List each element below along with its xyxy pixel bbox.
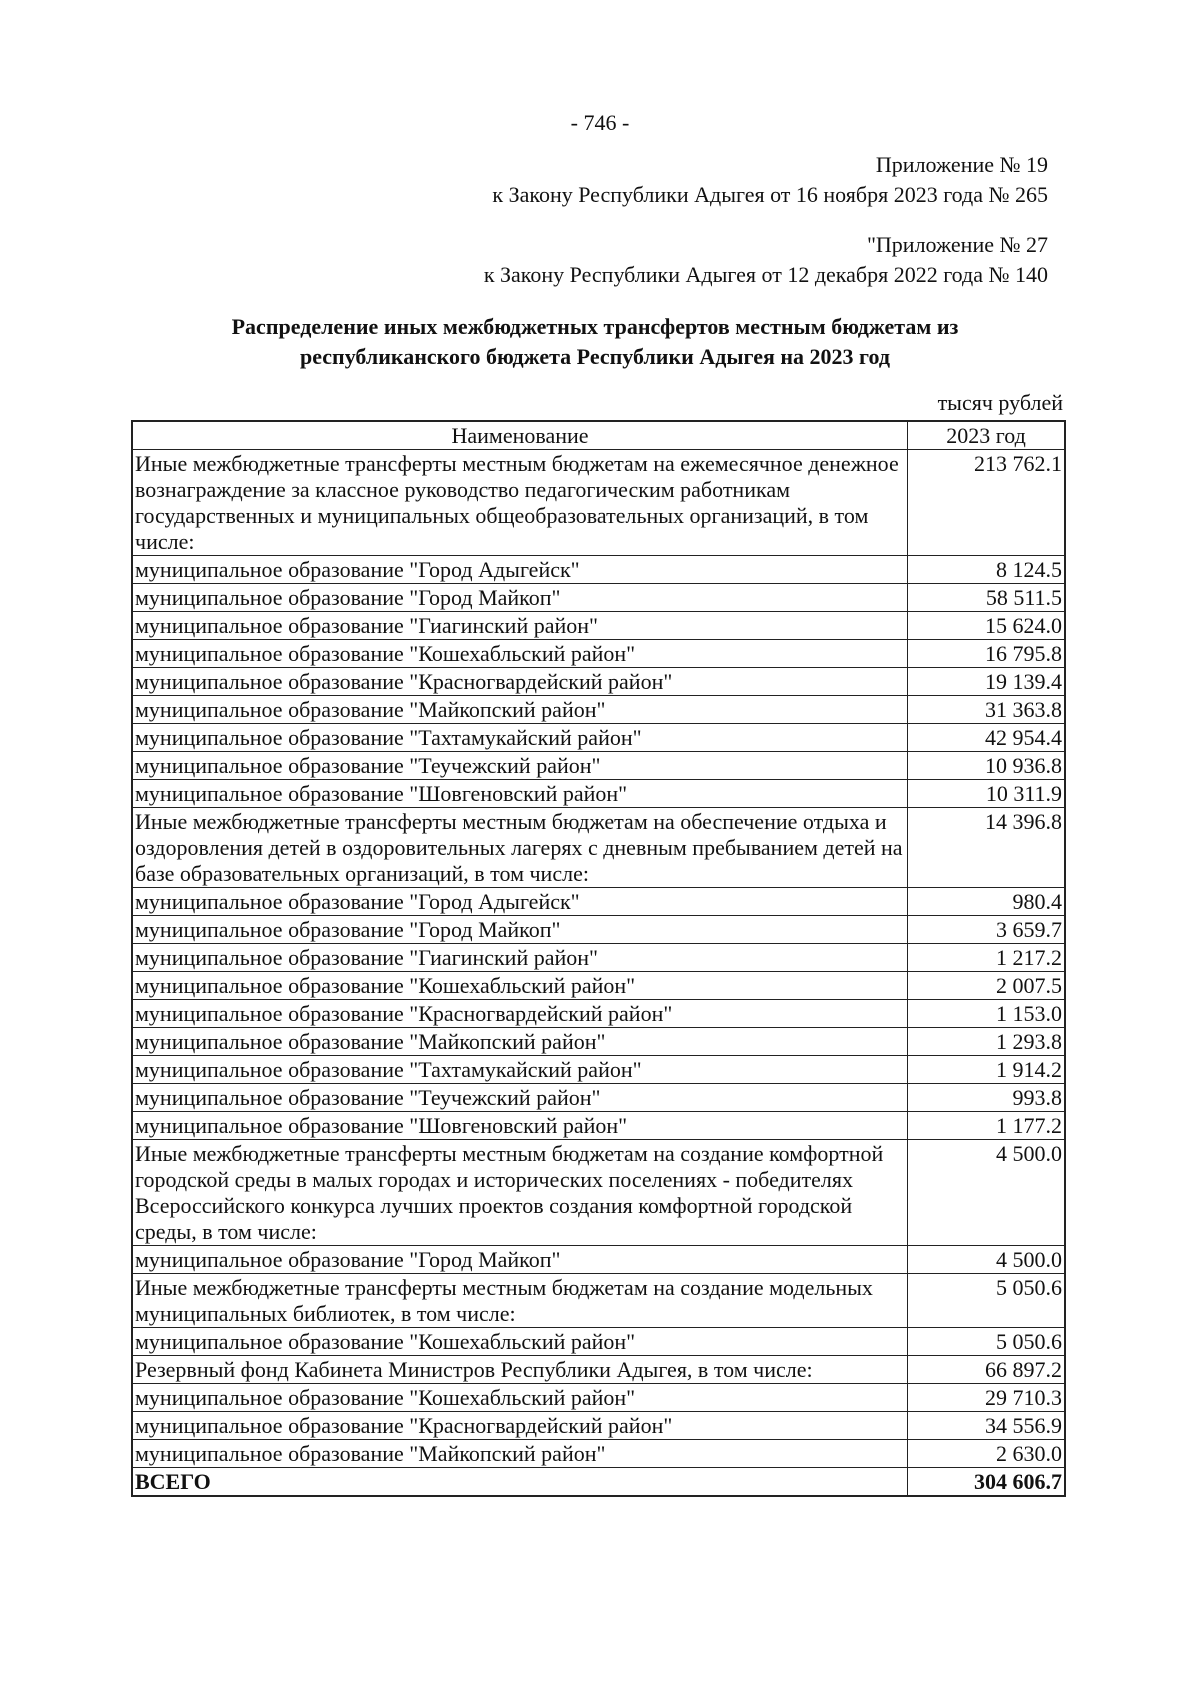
row-value: 4 500.0 bbox=[908, 1140, 1065, 1246]
row-value: 1 293.8 bbox=[908, 1028, 1065, 1056]
row-name: муниципальное образование "Шовгеновский район" bbox=[132, 780, 908, 808]
row-value: 2 630.0 bbox=[908, 1440, 1065, 1468]
row-value: 29 710.3 bbox=[908, 1384, 1065, 1412]
row-value: 1 153.0 bbox=[908, 1000, 1065, 1028]
table-row bbox=[132, 888, 1065, 916]
row-name: муниципальное образование "Гиагинский район" bbox=[132, 944, 908, 972]
row-name: муниципальное образование "Кошехабльский район" bbox=[132, 640, 908, 668]
header-year: 2023 год bbox=[908, 421, 1065, 450]
row-value: 1 914.2 bbox=[908, 1056, 1065, 1084]
row-name: муниципальное образование "Красногвардейский район" bbox=[132, 1412, 908, 1440]
row-name: муниципальное образование "Город Майкоп" bbox=[132, 584, 908, 612]
total-value: 304 606.7 bbox=[908, 1468, 1065, 1497]
row-name: муниципальное образование "Город Адыгейск" bbox=[132, 888, 908, 916]
row-value: 10 311.9 bbox=[908, 780, 1065, 808]
table-row bbox=[132, 1384, 1065, 1412]
table-row bbox=[132, 1412, 1065, 1440]
row-name: Резервный фонд Кабинета Министров Республики Адыгея, в том числе: bbox=[132, 1356, 908, 1384]
row-name: муниципальное образование "Майкопский район" bbox=[132, 1028, 908, 1056]
row-name: муниципальное образование "Тахтамукайский район" bbox=[132, 724, 908, 752]
table-row bbox=[132, 668, 1065, 696]
row-value: 3 659.7 bbox=[908, 916, 1065, 944]
row-value: 980.4 bbox=[908, 888, 1065, 916]
row-name: муниципальное образование "Гиагинский район" bbox=[132, 612, 908, 640]
row-value: 1 177.2 bbox=[908, 1112, 1065, 1140]
appendix-current-line1: Приложение № 19 bbox=[875, 152, 1048, 177]
document-title bbox=[100, 312, 1090, 372]
row-value: 10 936.8 bbox=[908, 752, 1065, 780]
table-row bbox=[132, 724, 1065, 752]
row-name: муниципальное образование "Шовгеновский район" bbox=[132, 1112, 908, 1140]
row-name: муниципальное образование "Теучежский район" bbox=[132, 752, 908, 780]
row-name: муниципальное образование "Майкопский район" bbox=[132, 696, 908, 724]
table-row bbox=[132, 1112, 1065, 1140]
units-label: тысяч рублей bbox=[937, 390, 1063, 415]
row-value: 5 050.6 bbox=[908, 1274, 1065, 1328]
row-value: 213 762.1 bbox=[908, 450, 1065, 556]
row-value: 4 500.0 bbox=[908, 1246, 1065, 1274]
table-row bbox=[132, 944, 1065, 972]
table-row bbox=[132, 808, 1065, 888]
table-row bbox=[132, 696, 1065, 724]
row-value: 66 897.2 bbox=[908, 1356, 1065, 1384]
table-row bbox=[132, 1028, 1065, 1056]
row-name: муниципальное образование "Теучежский район" bbox=[132, 1084, 908, 1112]
appendix-current-line2: к Закону Республики Адыгея от 16 ноября 2023 года № 265 bbox=[492, 182, 1048, 207]
row-name: Иные межбюджетные трансферты местным бюджетам на обеспечение отдыха и оздоровления детей в оздоровительных лагерях с дневным пребыванием детей на базе образовательных организаций, в том числе: bbox=[132, 808, 908, 888]
table-row bbox=[132, 916, 1065, 944]
row-name: муниципальное образование "Красногвардейский район" bbox=[132, 1000, 908, 1028]
row-value: 993.8 bbox=[908, 1084, 1065, 1112]
row-name: Иные межбюджетные трансферты местным бюджетам на создание комфортной городской среды в малых городах и исторических поселениях - победителях Всероссийского конкурса лучших проектов создания комфортной городской среды, в том числе: bbox=[132, 1140, 908, 1246]
row-value: 1 217.2 bbox=[908, 944, 1065, 972]
appendix-original bbox=[484, 230, 1048, 290]
budget-table bbox=[131, 420, 1066, 1497]
table-row bbox=[132, 1000, 1065, 1028]
row-value: 34 556.9 bbox=[908, 1412, 1065, 1440]
row-value: 14 396.8 bbox=[908, 808, 1065, 888]
row-value: 31 363.8 bbox=[908, 696, 1065, 724]
table-row bbox=[132, 450, 1065, 556]
row-value: 5 050.6 bbox=[908, 1328, 1065, 1356]
appendix-original-line2: к Закону Республики Адыгея от 12 декабря 2022 года № 140 bbox=[483, 262, 1048, 287]
row-name: муниципальное образование "Кошехабльский район" bbox=[132, 972, 908, 1000]
table-row bbox=[132, 752, 1065, 780]
total-label: ВСЕГО bbox=[132, 1468, 908, 1497]
row-name: муниципальное образование "Тахтамукайский район" bbox=[132, 1056, 908, 1084]
row-name: муниципальное образование "Майкопский район" bbox=[132, 1440, 908, 1468]
row-name: Иные межбюджетные трансферты местным бюджетам на создание модельных муниципальных библиотек, в том числе: bbox=[132, 1274, 908, 1328]
appendix-original-line1: "Приложение № 27 bbox=[866, 232, 1048, 257]
table-row bbox=[132, 556, 1065, 584]
row-value: 16 795.8 bbox=[908, 640, 1065, 668]
table-header-row bbox=[132, 421, 1065, 450]
row-value: 2 007.5 bbox=[908, 972, 1065, 1000]
row-name: муниципальное образование "Город Майкоп" bbox=[132, 916, 908, 944]
table-row bbox=[132, 1140, 1065, 1246]
appendix-current bbox=[492, 150, 1048, 210]
row-value: 19 139.4 bbox=[908, 668, 1065, 696]
document-title-line2: республиканского бюджета Республики Адыгея на 2023 год bbox=[299, 344, 890, 369]
table-row bbox=[132, 584, 1065, 612]
table-row bbox=[132, 1356, 1065, 1384]
table-row bbox=[132, 780, 1065, 808]
page-number: - 746 - bbox=[570, 110, 630, 135]
table-row bbox=[132, 1274, 1065, 1328]
table-row bbox=[132, 1246, 1065, 1274]
row-name: муниципальное образование "Кошехабльский район" bbox=[132, 1384, 908, 1412]
row-name: муниципальное образование "Красногвардейский район" bbox=[132, 668, 908, 696]
row-value: 42 954.4 bbox=[908, 724, 1065, 752]
table-row bbox=[132, 640, 1065, 668]
table-row bbox=[132, 1056, 1065, 1084]
table-total-row bbox=[132, 1468, 1065, 1497]
table-row bbox=[132, 1440, 1065, 1468]
row-name: муниципальное образование "Город Адыгейск" bbox=[132, 556, 908, 584]
header-name: Наименование bbox=[132, 421, 908, 450]
table-row bbox=[132, 612, 1065, 640]
row-name: муниципальное образование "Кошехабльский район" bbox=[132, 1328, 908, 1356]
row-value: 8 124.5 bbox=[908, 556, 1065, 584]
table-row bbox=[132, 1328, 1065, 1356]
row-value: 15 624.0 bbox=[908, 612, 1065, 640]
row-name: Иные межбюджетные трансферты местным бюджетам на ежемесячное денежное вознаграждение за классное руководство педагогическим работникам государственных и муниципальных общеобразовательных организаций, в том числе: bbox=[132, 450, 908, 556]
row-name: муниципальное образование "Город Майкоп" bbox=[132, 1246, 908, 1274]
row-value: 58 511.5 bbox=[908, 584, 1065, 612]
table-row bbox=[132, 972, 1065, 1000]
table-row bbox=[132, 1084, 1065, 1112]
document-title-line1: Распределение иных межбюджетных трансфертов местным бюджетам из bbox=[231, 314, 959, 339]
